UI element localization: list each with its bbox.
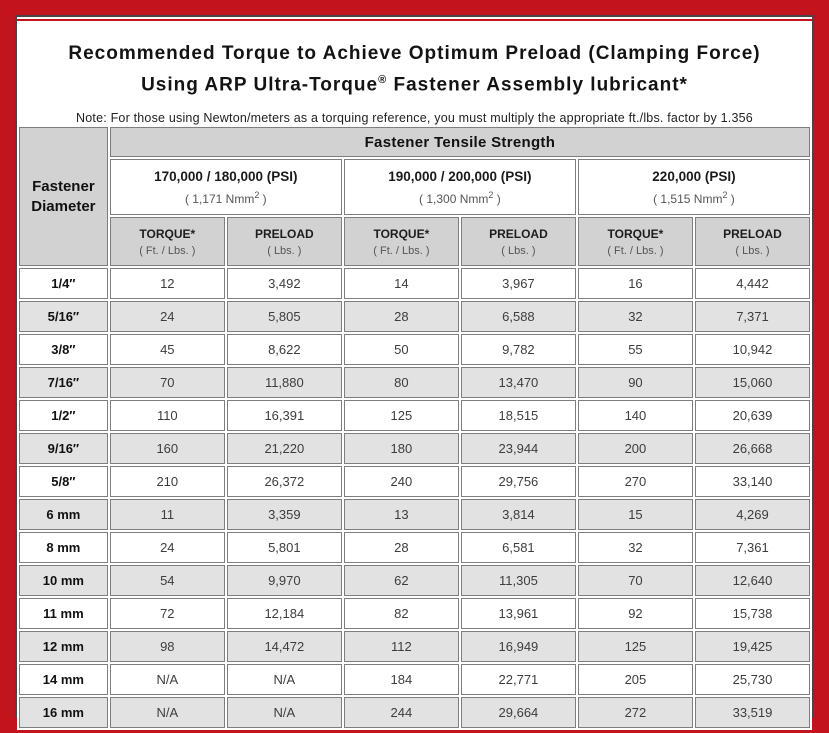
torque-cell: 160	[110, 433, 225, 464]
preload-cell: 3,967	[461, 268, 576, 299]
row-diameter: 11 mm	[19, 598, 108, 629]
preload-label-3: PRELOAD	[723, 226, 782, 241]
preload-cell: 13,961	[461, 598, 576, 629]
preload-cell: 5,801	[227, 532, 342, 563]
psi-group-header-1	[110, 159, 342, 215]
table-row	[19, 532, 810, 563]
torque-label-2: TORQUE*	[373, 226, 430, 241]
preload-cell: 16,949	[461, 631, 576, 662]
torque-cell: 13	[344, 499, 459, 530]
table-body	[19, 268, 810, 728]
row-diameter: 3/8″	[19, 334, 108, 365]
preload-cell: 26,372	[227, 466, 342, 497]
torque-preload-table	[17, 125, 812, 730]
preload-cell: 12,184	[227, 598, 342, 629]
row-diameter: 6 mm	[19, 499, 108, 530]
preload-cell: 26,668	[695, 433, 810, 464]
header-row-psi	[19, 159, 810, 215]
table-row	[19, 664, 810, 695]
table-row	[19, 367, 810, 398]
preload-cell: N/A	[227, 697, 342, 728]
torque-cell: 70	[110, 367, 225, 398]
header-row-tensile	[19, 127, 810, 157]
preload-cell: 29,664	[461, 697, 576, 728]
preload-cell: 4,269	[695, 499, 810, 530]
preload-cell: 21,220	[227, 433, 342, 464]
torque-cell: 180	[344, 433, 459, 464]
table-row	[19, 268, 810, 299]
torque-cell: 98	[110, 631, 225, 662]
preload-cell: 13,470	[461, 367, 576, 398]
row-diameter: 5/8″	[19, 466, 108, 497]
psi-group-header-3	[578, 159, 810, 215]
preload-cell: 25,730	[695, 664, 810, 695]
preload-cell: 19,425	[695, 631, 810, 662]
nmm-value-2	[345, 190, 575, 206]
row-diameter: 1/4″	[19, 268, 108, 299]
torque-cell: 54	[110, 565, 225, 596]
psi-value-2: 190,000 / 200,000 (PSI)	[388, 168, 532, 184]
corner-header-fastener-diameter	[19, 127, 108, 266]
preload-cell: 9,782	[461, 334, 576, 365]
nmm-open-2: ( 1,300 Nmm	[419, 191, 489, 206]
nmm-close-2: )	[493, 191, 501, 206]
torque-header-3	[578, 217, 693, 266]
registered-trademark-symbol: ®	[378, 74, 388, 86]
torque-cell: 24	[110, 301, 225, 332]
table-row	[19, 334, 810, 365]
torque-label-3: TORQUE*	[607, 226, 664, 241]
nmm-sup-1: 2	[254, 189, 260, 200]
corner-header-line1: Fastener	[32, 177, 95, 195]
preload-unit-1: ( Lbs. )	[267, 244, 302, 257]
preload-cell: N/A	[227, 664, 342, 695]
torque-cell: 16	[578, 268, 693, 299]
preload-cell: 18,515	[461, 400, 576, 431]
preload-cell: 11,880	[227, 367, 342, 398]
preload-header-1	[227, 217, 342, 266]
title-line1: Recommended Torque to Achieve Optimum Preload (Clamping Force)	[68, 43, 761, 64]
torque-cell: 12	[110, 268, 225, 299]
torque-cell: 82	[344, 598, 459, 629]
preload-label-1: PRELOAD	[255, 226, 314, 241]
torque-cell: 90	[578, 367, 693, 398]
page-title	[17, 41, 812, 98]
row-diameter: 8 mm	[19, 532, 108, 563]
preload-cell: 29,756	[461, 466, 576, 497]
torque-cell: 32	[578, 532, 693, 563]
title-line2-suffix: Fastener Assembly lubricant*	[387, 74, 688, 96]
row-diameter: 14 mm	[19, 664, 108, 695]
preload-cell: 33,140	[695, 466, 810, 497]
preload-label-2: PRELOAD	[489, 226, 548, 241]
nmm-close-1: )	[259, 191, 267, 206]
corner-header-line2: Diameter	[31, 197, 96, 215]
row-diameter: 16 mm	[19, 697, 108, 728]
table-row	[19, 301, 810, 332]
torque-cell: 50	[344, 334, 459, 365]
nmm-sup-2: 2	[488, 189, 494, 200]
preload-cell: 6,581	[461, 532, 576, 563]
torque-cell: 11	[110, 499, 225, 530]
row-diameter: 7/16″	[19, 367, 108, 398]
psi-group-header-2	[344, 159, 576, 215]
nmm-close-3: )	[727, 191, 735, 206]
torque-cell: 45	[110, 334, 225, 365]
preload-cell: 15,738	[695, 598, 810, 629]
preload-cell: 6,588	[461, 301, 576, 332]
row-diameter: 10 mm	[19, 565, 108, 596]
preload-cell: 3,359	[227, 499, 342, 530]
torque-cell: 62	[344, 565, 459, 596]
torque-cell: 112	[344, 631, 459, 662]
torque-cell: 32	[578, 301, 693, 332]
preload-cell: 3,814	[461, 499, 576, 530]
torque-unit-3: ( Ft. / Lbs. )	[607, 244, 664, 257]
torque-cell: 125	[344, 400, 459, 431]
torque-cell: 110	[110, 400, 225, 431]
torque-cell: N/A	[110, 664, 225, 695]
torque-unit-1: ( Ft. / Lbs. )	[139, 244, 196, 257]
table-row	[19, 466, 810, 497]
preload-unit-2: ( Lbs. )	[501, 244, 536, 257]
torque-cell: 140	[578, 400, 693, 431]
torque-cell: 184	[344, 664, 459, 695]
table-row	[19, 400, 810, 431]
torque-cell: 244	[344, 697, 459, 728]
preload-cell: 7,371	[695, 301, 810, 332]
table-row	[19, 598, 810, 629]
torque-cell: 28	[344, 301, 459, 332]
torque-cell: 240	[344, 466, 459, 497]
preload-cell: 8,622	[227, 334, 342, 365]
preload-cell: 33,519	[695, 697, 810, 728]
row-diameter: 12 mm	[19, 631, 108, 662]
preload-cell: 23,944	[461, 433, 576, 464]
torque-cell: 14	[344, 268, 459, 299]
psi-value-1: 170,000 / 180,000 (PSI)	[154, 168, 298, 184]
torque-cell: 270	[578, 466, 693, 497]
torque-cell: 92	[578, 598, 693, 629]
nmm-open-3: ( 1,515 Nmm	[653, 191, 723, 206]
torque-unit-2: ( Ft. / Lbs. )	[373, 244, 430, 257]
torque-cell: 28	[344, 532, 459, 563]
table-row	[19, 631, 810, 662]
torque-cell: N/A	[110, 697, 225, 728]
preload-cell: 11,305	[461, 565, 576, 596]
title-line2-prefix: Using ARP Ultra-Torque	[141, 74, 379, 96]
preload-cell: 16,391	[227, 400, 342, 431]
main-header-tensile-strength: Fastener Tensile Strength	[110, 127, 810, 157]
preload-header-3	[695, 217, 810, 266]
torque-header-2	[344, 217, 459, 266]
preload-cell: 4,442	[695, 268, 810, 299]
header-row-units	[19, 217, 810, 266]
torque-cell: 272	[578, 697, 693, 728]
nmm-value-3	[579, 190, 809, 206]
torque-cell: 15	[578, 499, 693, 530]
nmm-value-1	[111, 190, 341, 206]
psi-value-3: 220,000 (PSI)	[652, 168, 736, 184]
preload-cell: 22,771	[461, 664, 576, 695]
preload-cell: 20,639	[695, 400, 810, 431]
preload-cell: 12,640	[695, 565, 810, 596]
nmm-sup-3: 2	[722, 189, 728, 200]
preload-header-2	[461, 217, 576, 266]
torque-cell: 70	[578, 565, 693, 596]
torque-cell: 205	[578, 664, 693, 695]
preload-cell: 9,970	[227, 565, 342, 596]
preload-cell: 5,805	[227, 301, 342, 332]
table-row	[19, 433, 810, 464]
preload-cell: 14,472	[227, 631, 342, 662]
torque-header-1	[110, 217, 225, 266]
table-row	[19, 565, 810, 596]
preload-cell: 3,492	[227, 268, 342, 299]
row-diameter: 5/16″	[19, 301, 108, 332]
table-row	[19, 499, 810, 530]
row-diameter: 9/16″	[19, 433, 108, 464]
content-frame	[15, 15, 814, 721]
row-diameter: 1/2″	[19, 400, 108, 431]
preload-cell: 7,361	[695, 532, 810, 563]
torque-cell: 24	[110, 532, 225, 563]
torque-cell: 72	[110, 598, 225, 629]
torque-cell: 200	[578, 433, 693, 464]
torque-label-1: TORQUE*	[139, 226, 196, 241]
torque-cell: 125	[578, 631, 693, 662]
nmm-open-1: ( 1,171 Nmm	[184, 191, 255, 206]
torque-cell: 55	[578, 334, 693, 365]
table-row	[19, 697, 810, 728]
title-block	[17, 21, 812, 125]
preload-unit-3: ( Lbs. )	[735, 244, 770, 257]
preload-cell: 10,942	[695, 334, 810, 365]
torque-cell: 210	[110, 466, 225, 497]
preload-cell: 15,060	[695, 367, 810, 398]
torque-cell: 80	[344, 367, 459, 398]
note-text: Note: For those using Newton/meters as a torquing reference, you must multiply the appropriate ft./lbs. factor by 1.356	[76, 111, 753, 126]
